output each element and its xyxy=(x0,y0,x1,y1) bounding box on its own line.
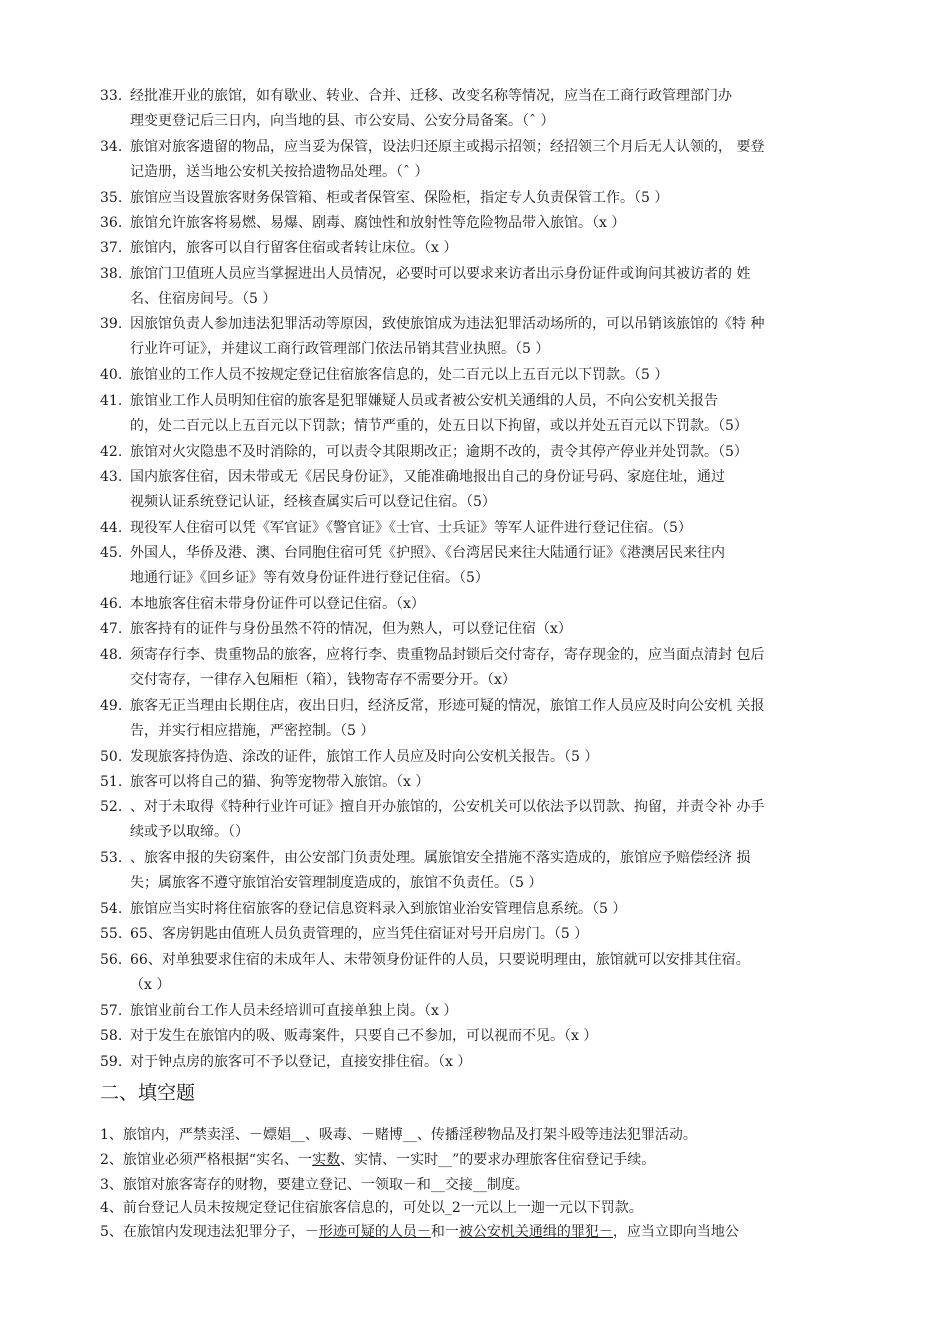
question-line: 本地旅客住宿未带身份证件可以登记住宿。（x） xyxy=(130,596,425,612)
question-text xyxy=(130,84,865,135)
question-line: 旅馆门卫值班人员应当掌握进出人员情况，必要时可以要求来访者出示身份证件或询问其被访者的 姓 xyxy=(130,266,751,282)
question-text xyxy=(130,643,865,694)
fill-blank-item xyxy=(100,1149,865,1171)
question-text xyxy=(130,135,865,186)
question-text xyxy=(130,897,865,922)
question-line: 发现旅客持伪造、涂改的证件，旅馆工作人员应及时向公安机关报告。（5 ） xyxy=(130,749,599,765)
question-item xyxy=(100,186,865,211)
section-heading: 二、填空题 xyxy=(100,1082,196,1104)
question-number: 59. xyxy=(100,1054,123,1070)
question-line: 旅馆对火灾隐患不及时消除的，可以责令其限期改正；逾期不改的，责令其停产停业并处罚款。（5） xyxy=(130,444,748,460)
fill-blank-item xyxy=(100,1124,865,1146)
fill-blank-text: 4、前台登记人员未按规定登记住宿旅客信息的，可处以_2一元以上一迦一元以下罚款。 xyxy=(100,1200,643,1216)
question-item xyxy=(100,262,865,313)
fill-blank-text: 和一 xyxy=(430,1224,459,1240)
question-text xyxy=(130,846,865,897)
question-text xyxy=(130,211,865,236)
question-number: 41. xyxy=(100,393,123,409)
fill-blank-text: 、实情、一实时__”的要求办理旅客住宿登记手续。 xyxy=(340,1152,656,1168)
question-number: 37. xyxy=(100,240,123,256)
question-text xyxy=(130,770,865,795)
question-line: 的，处二百元以上五百元以下罚款；情节严重的，处五日以下拘留，或以并处五百元以下罚款。（5） xyxy=(130,418,748,435)
question-line: 旅馆业工作人员明知住宿的旅客是犯罪嫌疑人员或者被公安机关通缉的人员，不向公安机关报告 xyxy=(130,393,718,409)
question-line: 视频认证系统登记认证，经核查属实后可以登记住宿。（5） xyxy=(130,494,496,511)
question-number: 55. xyxy=(100,926,123,942)
question-line: 旅馆允许旅客将易燃、易爆、剧毒、腐蚀性和放射性等危险物品带入旅馆。（x ） xyxy=(130,215,626,231)
question-item xyxy=(100,795,865,846)
question-number: 54. xyxy=(100,901,123,917)
question-line: 现役军人住宿可以凭《军官证》《警官证》《士官、士兵证》等军人证件进行登记住宿。（5） xyxy=(130,520,692,536)
question-number: 58. xyxy=(100,1028,123,1044)
question-text xyxy=(130,795,865,846)
question-text xyxy=(130,745,865,770)
question-line: 国内旅客住宿，因未带或无《居民身份证》，又能准确地报出自己的身份证号码、家庭住址，通过 xyxy=(130,469,725,485)
question-item xyxy=(100,389,865,440)
question-line: 须寄存行李、贵重物品的旅客，应将行李、贵重物品封锁后交付寄存，寄存现金的，应当面点清封 包后 xyxy=(130,647,765,663)
question-text xyxy=(130,465,865,516)
question-item xyxy=(100,440,865,465)
answer-blank: 被公安机关通缉的罪犯－ xyxy=(458,1224,613,1240)
question-line: 旅馆业前台工作人员未经培训可直接单独上岗。（x ） xyxy=(130,1003,458,1019)
fill-blank-text: 3、旅馆对旅客寄存的财物，要建立登记、一领取－和__交接__制度。 xyxy=(100,1177,529,1193)
question-line: 旅客持有的证件与身份虽然不符的情况，但为熟人，可以登记住宿（x） xyxy=(130,621,572,637)
question-number: 49. xyxy=(100,698,123,714)
question-item xyxy=(100,617,865,642)
question-item xyxy=(100,465,865,516)
question-item xyxy=(100,236,865,261)
question-text xyxy=(130,541,865,592)
question-number: 42. xyxy=(100,444,123,460)
question-text xyxy=(130,1024,865,1049)
question-line: 旅客可以将自己的猫、狗等宠物带入旅馆。（x ） xyxy=(130,774,430,790)
question-line: 旅馆应当实时将住宿旅客的登记信息资料录入到旅馆业治安管理信息系统。（5 ） xyxy=(130,901,627,917)
question-item xyxy=(100,211,865,236)
question-number: 33. xyxy=(100,88,123,104)
question-line: 交付寄存，一律存入包厢柜（箱），钱物寄存不需要分开。（x） xyxy=(130,672,516,689)
fill-blank-text: 1、旅馆内，严禁卖淫、－嫖娼__、吸毒、－赌博__、传播淫秽物品及打架斗殴等违法犯罪活动。 xyxy=(100,1127,697,1143)
question-line: 66、对单独要求住宿的未成年人、未带领身份证件的人员，只要说明理由，旅馆就可以安排其住宿。 xyxy=(130,952,750,968)
question-number: 56. xyxy=(100,952,123,968)
question-line: 续或予以取缔。（） xyxy=(130,824,249,841)
question-text xyxy=(130,592,865,617)
question-line: 对于钟点房的旅客可不予以登记，直接安排住宿。（x ） xyxy=(130,1054,472,1070)
question-number: 47. xyxy=(100,621,123,637)
question-item xyxy=(100,516,865,541)
question-text xyxy=(130,999,865,1024)
question-item xyxy=(100,948,865,999)
question-line: 记造册，送当地公安机关按拾遗物品处理。（ˆ ） xyxy=(130,164,429,181)
question-text xyxy=(130,617,865,642)
question-item xyxy=(100,1024,865,1049)
question-text xyxy=(130,440,865,465)
question-number: 44. xyxy=(100,520,123,536)
question-text xyxy=(130,922,865,947)
answer-blank: 实数 xyxy=(312,1152,341,1168)
question-line: 因旅馆负责人参加违法犯罪活动等原因，致使旅馆成为违法犯罪活动场所的，可以吊销该旅馆的《特 种 xyxy=(130,316,765,332)
question-line: 旅馆内，旅客可以自行留客住宿或者转让床位。（x ） xyxy=(130,240,458,256)
question-number: 45. xyxy=(100,545,123,561)
question-text xyxy=(130,236,865,261)
question-number: 57. xyxy=(100,1003,123,1019)
question-line: 外国人，华侨及港、澳、台同胞住宿可凭《护照》、《台湾居民来往大陆通行证》《港澳居民来往内 xyxy=(130,545,725,561)
question-text xyxy=(130,312,865,363)
answer-blank: 形迹可疑的人员－ xyxy=(318,1224,431,1240)
question-number: 46. xyxy=(100,596,123,612)
fill-blank-item xyxy=(100,1221,865,1243)
question-text xyxy=(130,516,865,541)
question-line: 地通行证》《回乡证》等有效身份证件进行登记住宿。（5） xyxy=(130,570,489,587)
question-number: 40. xyxy=(100,367,123,383)
question-item xyxy=(100,135,865,186)
question-line: 理变更登记后三日内，向当地的县、市公安局、公安分局备案。（ˆ ） xyxy=(130,113,555,130)
question-number: 35. xyxy=(100,190,123,206)
question-line: 失；属旅客不遵守旅馆治安管理制度造成的，旅馆不负责任。（5 ） xyxy=(130,875,543,892)
question-item xyxy=(100,846,865,897)
question-number: 43. xyxy=(100,469,123,485)
fill-blank-text: ，应当立即向当地公 xyxy=(612,1224,739,1240)
question-item xyxy=(100,312,865,363)
question-number: 52. xyxy=(100,799,123,815)
question-line: 旅馆业的工作人员不按规定登记住宿旅客信息的，处二百元以上五百元以下罚款。（5 ） xyxy=(130,367,669,383)
question-line: 告，并实行相应措施，严密控制。（5 ） xyxy=(130,723,375,740)
question-item xyxy=(100,592,865,617)
question-text xyxy=(130,694,865,745)
question-line: 旅馆应当设置旅客财务保管箱、柜或者保管室、保险柜，指定专人负责保管工作。（5 ） xyxy=(130,190,669,206)
fill-blank-item xyxy=(100,1174,865,1196)
question-text xyxy=(130,186,865,211)
question-line: 经批准开业的旅馆，如有歇业、转业、合并、迁移、改变名称等情况，应当在工商行政管理部门办 xyxy=(130,88,732,104)
question-item xyxy=(100,541,865,592)
question-line: 对于发生在旅馆内的吸、贩毒案件，只要自己不参加，可以视而不见。（x ） xyxy=(130,1028,598,1044)
question-item xyxy=(100,363,865,388)
question-text xyxy=(130,948,865,999)
fill-blank-text: 2、旅馆业必须严格根据“实名、一 xyxy=(100,1152,313,1168)
question-number: 50. xyxy=(100,749,123,765)
question-line: 旅客无正当理由长期住店，夜出日归，经济反常，形迹可疑的情况，旅馆工作人员应及时向公安机 关报 xyxy=(130,698,765,714)
question-item xyxy=(100,897,865,922)
question-item xyxy=(100,745,865,770)
question-line: 名、住宿房间号。（5 ） xyxy=(130,291,277,308)
question-number: 48. xyxy=(100,647,123,663)
question-number: 39. xyxy=(100,316,123,332)
question-number: 38. xyxy=(100,266,123,282)
question-number: 53. xyxy=(100,850,123,866)
question-item xyxy=(100,1050,865,1075)
question-item xyxy=(100,999,865,1024)
question-item xyxy=(100,643,865,694)
question-text xyxy=(130,363,865,388)
question-line: 、对于未取得《特种行业许可证》擅自开办旅馆的，公安机关可以依法予以罚款、拘留，并责令补 办手 xyxy=(130,799,765,815)
question-line: 、旅客申报的失窃案件，由公安部门负责处理。属旅馆安全措施不落实造成的，旅馆应予赔偿经济 损 xyxy=(130,850,751,866)
question-number: 34. xyxy=(100,139,123,155)
question-item xyxy=(100,770,865,795)
question-line: （x ） xyxy=(130,977,171,994)
question-number: 51. xyxy=(100,774,123,790)
fill-blank-item xyxy=(100,1197,865,1219)
fill-blank-text: 5、在旅馆内发现违法犯罪分子，－ xyxy=(100,1224,319,1240)
question-text xyxy=(130,262,865,313)
question-text xyxy=(130,1050,865,1075)
question-item xyxy=(100,694,865,745)
question-item xyxy=(100,84,865,135)
question-line: 行业许可证》，并建议工商行政管理部门依法吊销其营业执照。（5 ） xyxy=(130,341,550,358)
question-text xyxy=(130,389,865,440)
question-line: 65、客房钥匙由值班人员负责管理的，应当凭住宿证对号开启房门。（5 ） xyxy=(130,926,589,942)
question-number: 36. xyxy=(100,215,123,231)
question-item xyxy=(100,922,865,947)
question-line: 旅馆对旅客遗留的物品，应当妥为保管，设法归还原主或揭示招领；经招领三个月后无人认领的， 要登 xyxy=(130,139,765,155)
